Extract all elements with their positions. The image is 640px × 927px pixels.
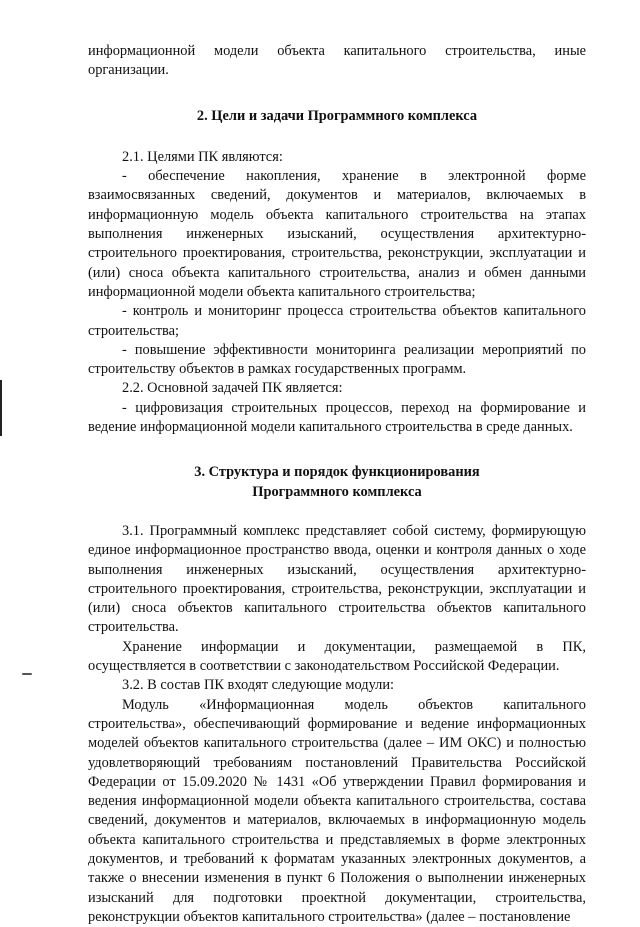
paragraph-2-1: 2.1. Целями ПК являются: xyxy=(122,148,283,165)
section-3-heading xyxy=(88,463,586,502)
document-body xyxy=(88,42,586,927)
paragraph-3-1: 3.1. Программный комплекс представляет собой систему, формирующую единое информационное пространство ввода, оценки и контроля данных о ходе выполнения инженерных изысканий, осуществления архитектурно-строительного проектирования, строительства, реконструкции, эксплуатации и (или) сноса объектов капитального строительства объектов капитального строительства. xyxy=(88,522,586,636)
paragraph-goal-2: - контроль и мониторинг процесса строительства объектов капитального строительства; xyxy=(88,303,586,339)
section-3-heading-line-1: 3. Структура и порядок функционирования xyxy=(194,464,480,481)
paragraph-goal-3: - повышение эффективности мониторинга реализации мероприятий по строительству объектов в рамках государственных программ. xyxy=(88,341,586,378)
paragraph-storage: Хранение информации и документации, размещаемой в ПК, осуществляется в соответствии с законодательством Российской Федерации. xyxy=(88,638,586,675)
paragraph-2-2: 2.2. Основной задачей ПК является: xyxy=(122,380,343,397)
scan-speck xyxy=(22,673,32,675)
paragraph-3-2: 3.2. В состав ПК входят следующие модули: xyxy=(122,677,395,694)
paragraph-task-1: - цифровизация строительных процессов, переход на формирование и ведение информационной модели капитального строительства в среде данных. xyxy=(88,399,586,436)
paragraph-goal-1: - обеспечение накопления, хранение в электронной форме взаимосвязанных сведений, документов и материалов, включаемых в информационную модель объекта капитального строительства на этапах выполнения инженерных изысканий, осуществления архитектурно-строительного проектирования, строительства, реконструкции, эксплуатации и (или) сноса объекта капитального строительства, анализ и обмен данными информационной модели объекта капитального строительства; xyxy=(88,168,586,300)
paragraph-module: строительства», обеспечивающий формирование и ведение информационных моделей объектов капитального строительства (далее – ИМ ОКС) и полностью удовлетворяющий требованиям постановлений Правительства Российской Федерации от 15.09.2020 № 1431 «Об утверждении Правил формирования и ведения информационной модели объекта капитального строительства, состава сведений, документов и материалов, включаемых в информационную модель объекта капитального строительства и представляемых в форме электронных документов, и требований к форматам указанных электронных документов, а также о внесении изменения в пункт 6 Положения о выполнении инженерных изысканий для подготовки проектной документации, строительства, реконструкции объектов капитального строительства» (далее – постановление xyxy=(88,715,586,925)
paragraph-continuation: информационной модели объекта капитального строительства, иные организации. xyxy=(88,43,586,79)
paragraph-module-first-line: Модуль «Информационная модель объектов капитального xyxy=(122,696,586,713)
section-2-heading: 2. Цели и задачи Программного комплекса xyxy=(196,107,478,124)
scan-edge-mark xyxy=(0,380,2,436)
section-3-heading-line-2: Программного комплекса xyxy=(252,483,422,500)
